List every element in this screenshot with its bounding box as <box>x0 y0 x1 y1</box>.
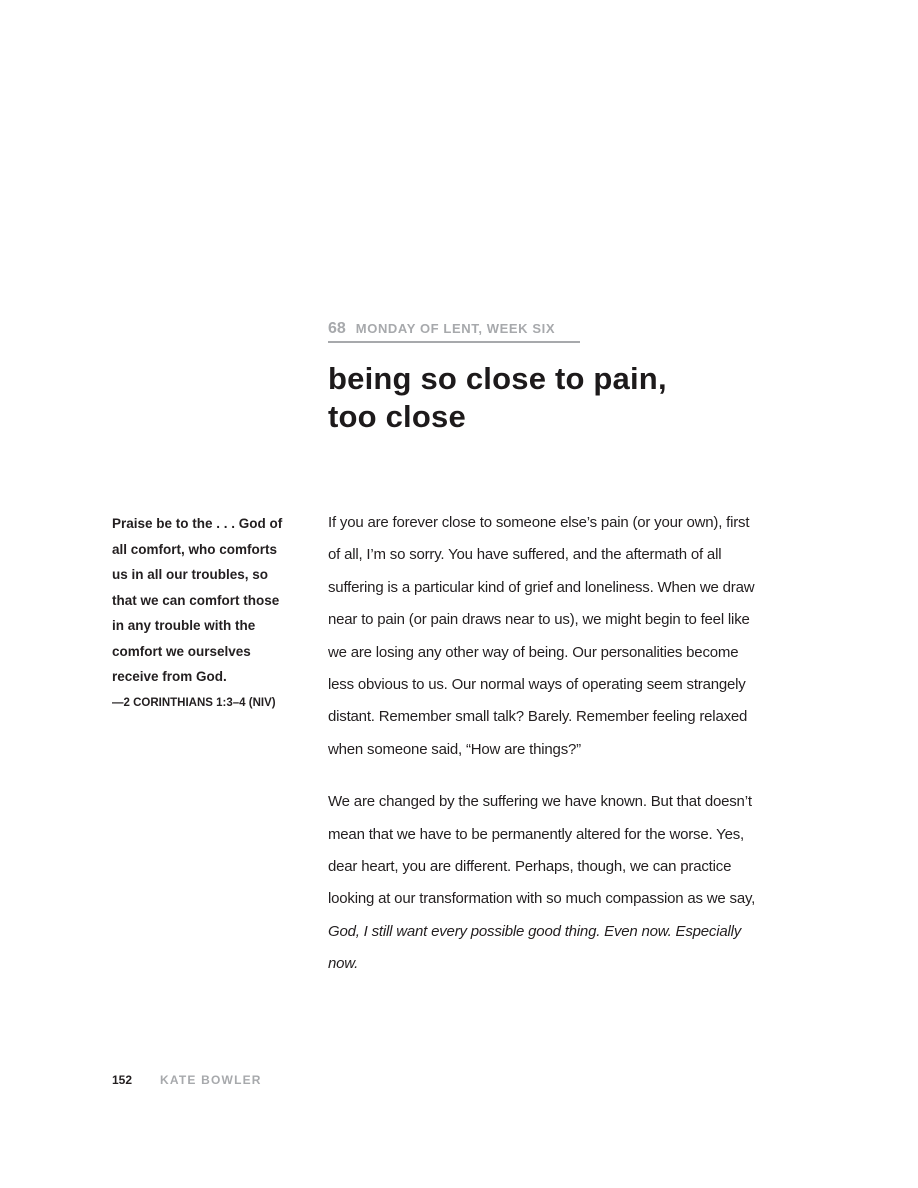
quote-line: all comfort, who comforts <box>112 541 278 557</box>
paragraph <box>328 786 788 980</box>
quote-line: us in all our troubles, so <box>112 567 269 582</box>
text-line: near to pain (or pain draws near to us), we might begin to feel like <box>328 611 750 629</box>
text-line: less obvious to us. Our normal ways of operating seem strangely <box>328 676 746 694</box>
quote-line: in any trouble with the <box>112 618 256 633</box>
text-line: when someone said, “How are things?” <box>328 740 581 758</box>
quote-line: Praise be to the . . . God of <box>112 516 283 531</box>
text-line: looking at our transformation with so much compassion as we say, <box>328 890 756 908</box>
quote-line: comfort we ourselves <box>112 643 251 659</box>
italic-text-line: God, I still want every possible good thing. Even now. Especially <box>328 922 742 940</box>
page-title <box>328 360 667 436</box>
italic-text-line: now. <box>328 955 359 973</box>
chapter-header <box>328 320 580 343</box>
sidebar-quote <box>112 511 297 715</box>
text-line: We are changed by the suffering we have known. But that doesn’t <box>328 793 752 811</box>
author-name: KATE BOWLER <box>160 1073 262 1087</box>
title-line: too close <box>328 399 466 434</box>
quote-line: that we can comfort those <box>112 592 280 608</box>
quote-reference: —2 CORINTHIANS 1:3–4 (NIV) <box>112 696 276 709</box>
text-line: If you are forever close to someone else’s pain (or your own), first <box>328 514 750 531</box>
paragraph <box>328 507 788 766</box>
body-text <box>328 507 788 1001</box>
text-line: dear heart, you are different. Perhaps, though, we can practice <box>328 858 732 876</box>
text-line: suffering is a particular kind of grief and loneliness. When we draw <box>328 578 755 596</box>
text-line: we are losing any other way of being. Our personalities become <box>328 643 739 661</box>
quote-line: receive from God. <box>112 669 227 684</box>
chapter-day: MONDAY OF LENT, WEEK SIX <box>355 321 556 336</box>
text-line: of all, I’m so sorry. You have suffered, and the aftermath of all <box>328 546 722 564</box>
page-footer <box>112 1073 262 1087</box>
text-line: distant. Remember small talk? Barely. Remember feeling relaxed <box>328 708 748 726</box>
chapter-number: 68 <box>328 320 346 337</box>
text-line: mean that we have to be permanently altered for the worse. Yes, <box>328 825 744 843</box>
page-number: 152 <box>112 1073 133 1087</box>
title-line: being so close to pain, <box>328 361 667 396</box>
